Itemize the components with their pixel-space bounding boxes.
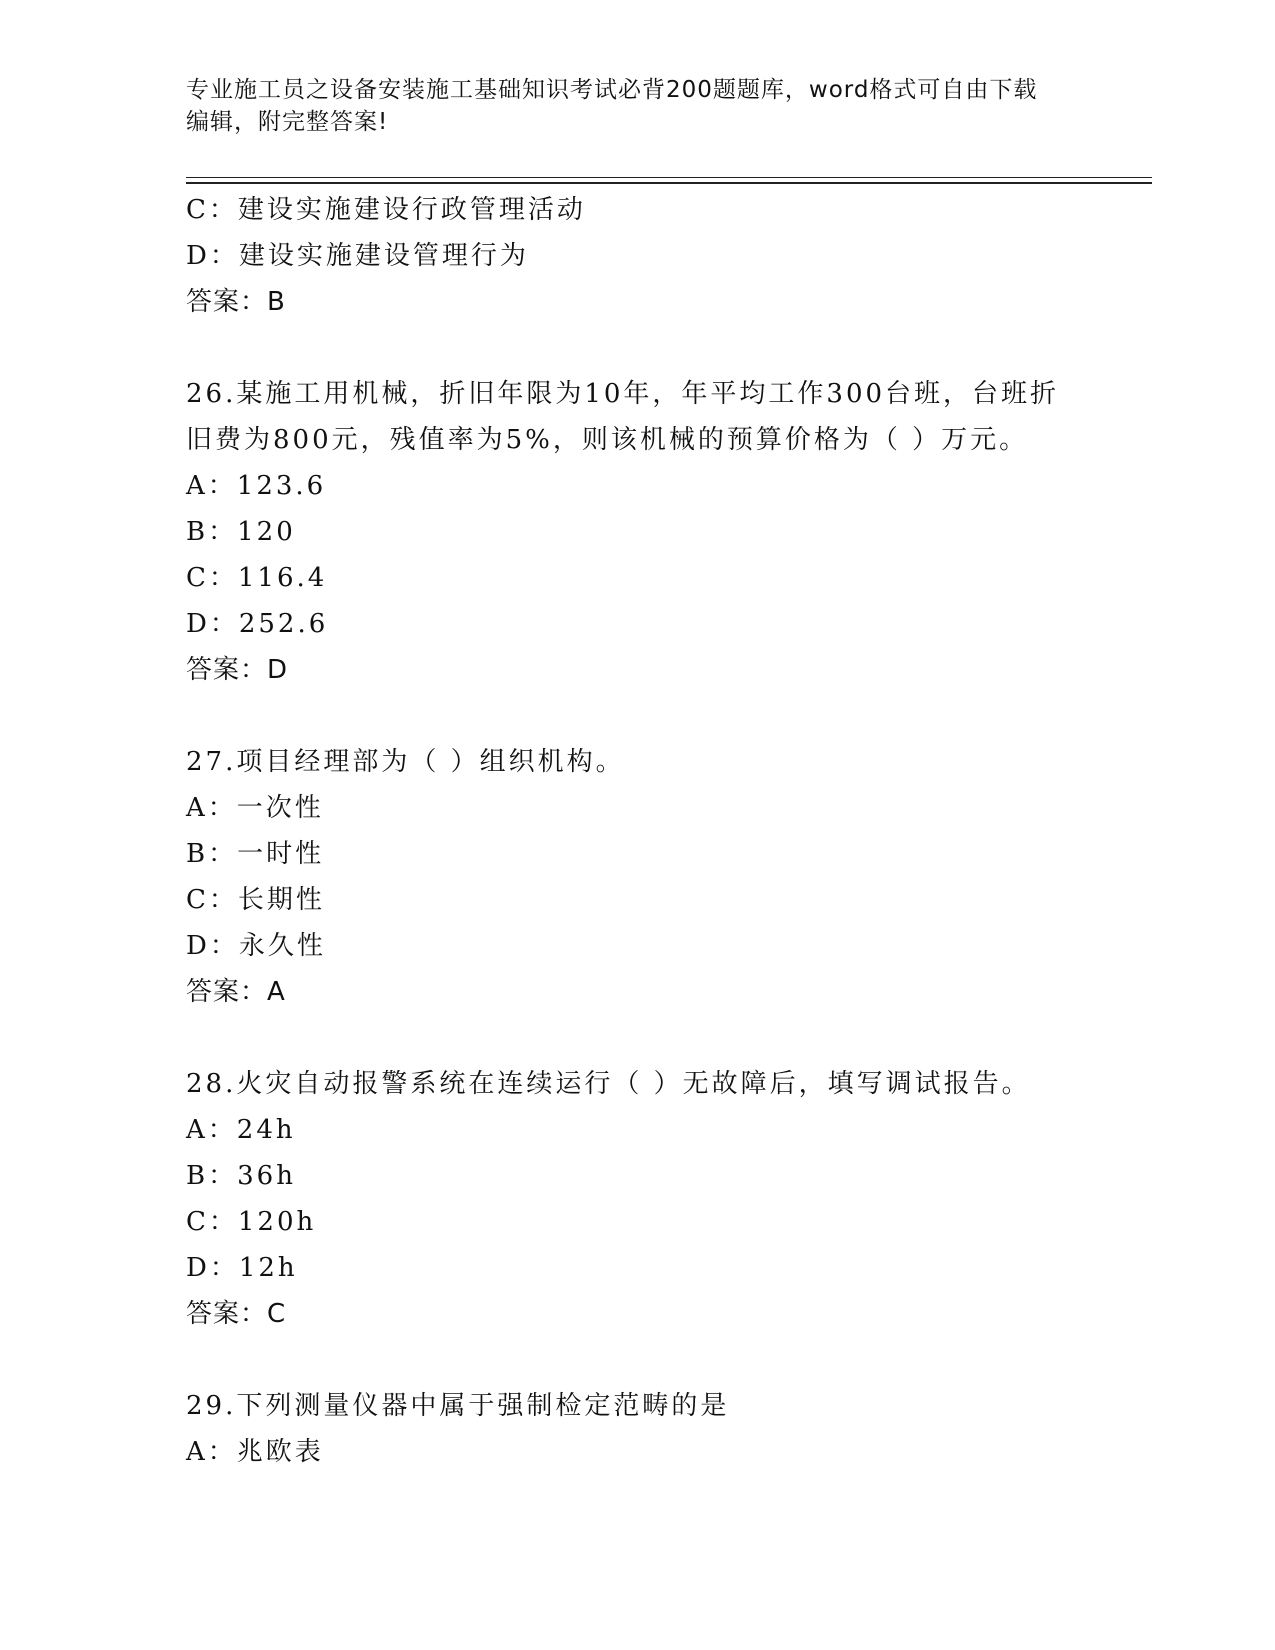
option-a: A：兆欧表 xyxy=(186,1437,324,1467)
header-rule-thick xyxy=(186,182,1152,184)
spacer xyxy=(186,1015,1086,1061)
header-title-line-2: 编辑，附完整答案! xyxy=(186,109,389,135)
option-a: A：一次性 xyxy=(186,793,324,823)
answer: 答案：C xyxy=(186,1299,287,1329)
question-stem-line-1: 26.某施工用机械，折旧年限为10年，年平均工作300台班，台班折 xyxy=(186,379,1060,409)
question-28 xyxy=(186,1061,1086,1337)
question-27 xyxy=(186,739,1086,1015)
header-title-line-1: 专业施工员之设备安装施工基础知识考试必背200题题库，word格式可自由下载 xyxy=(186,77,1038,103)
document-body xyxy=(186,187,1086,1475)
option-c: C：120h xyxy=(186,1207,317,1237)
question-25-fragment xyxy=(186,187,1086,325)
option-d: D：永久性 xyxy=(186,931,326,961)
option-a: A：24h xyxy=(186,1115,296,1145)
question-29 xyxy=(186,1383,1086,1475)
answer: 答案：B xyxy=(186,287,286,317)
question-26 xyxy=(186,371,1086,693)
option-c: C：116.4 xyxy=(186,563,328,593)
answer: 答案：D xyxy=(186,655,289,685)
header-rule-thin xyxy=(186,177,1152,178)
option-d: D：建设实施建设管理行为 xyxy=(186,241,529,271)
spacer xyxy=(186,693,1086,739)
page-header xyxy=(186,74,1086,138)
spacer xyxy=(186,325,1086,371)
option-d: D：12h xyxy=(186,1253,298,1283)
question-stem: 29.下列测量仪器中属于强制检定范畴的是 xyxy=(186,1391,730,1421)
option-b: B：36h xyxy=(186,1161,296,1191)
option-c: C：长期性 xyxy=(186,885,325,915)
option-a: A：123.6 xyxy=(186,471,327,501)
option-b: B：120 xyxy=(186,517,296,547)
question-stem: 28.火灾自动报警系统在连续运行（ ）无故障后，填写调试报告。 xyxy=(186,1069,1031,1099)
option-d: D：252.6 xyxy=(186,609,329,639)
option-c: C：建设实施建设行政管理活动 xyxy=(186,195,586,225)
question-stem-line-2: 旧费为800元，残值率为5%，则该机械的预算价格为（ ）万元。 xyxy=(186,425,1029,455)
spacer xyxy=(186,1337,1086,1383)
question-stem: 27.项目经理部为（ ）组织机构。 xyxy=(186,747,625,777)
answer: 答案：A xyxy=(186,977,286,1007)
option-b: B：一时性 xyxy=(186,839,325,869)
